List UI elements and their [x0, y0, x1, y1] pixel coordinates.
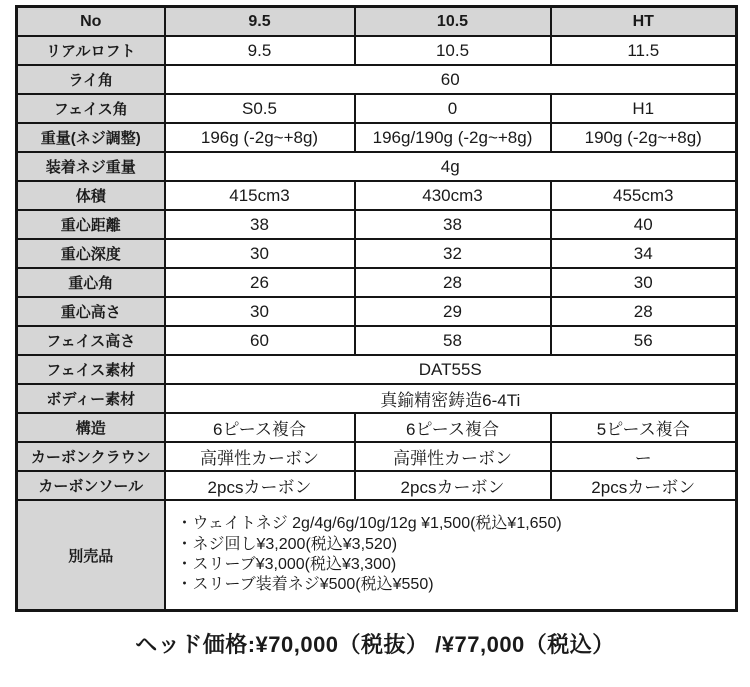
column-header: 10.5: [355, 7, 551, 37]
row-label: フェイス高さ: [17, 326, 165, 355]
value-cell: 30: [551, 268, 737, 297]
optional-items-cell: [165, 500, 737, 611]
value-cell: 5ピース複合: [551, 413, 737, 442]
table-row: [17, 152, 737, 181]
header-row: [17, 7, 737, 37]
value-cell: 30: [165, 297, 355, 326]
row-label: 装着ネジ重量: [17, 152, 165, 181]
row-label: リアルロフト: [17, 36, 165, 65]
value-cell: 2pcsカーボン: [165, 471, 355, 500]
value-cell: 6ピース複合: [165, 413, 355, 442]
table-row: [17, 471, 737, 500]
value-cell: 34: [551, 239, 737, 268]
value-cell: 2pcsカーボン: [355, 471, 551, 500]
column-header-no: No: [17, 7, 165, 37]
value-cell: 2pcsカーボン: [551, 471, 737, 500]
table-row: [17, 268, 737, 297]
row-label: 重心角: [17, 268, 165, 297]
table-row: [17, 355, 737, 384]
table-row: [17, 181, 737, 210]
value-cell: 0: [355, 94, 551, 123]
value-cell: 30: [165, 239, 355, 268]
row-label: ライ角: [17, 65, 165, 94]
table-row: [17, 326, 737, 355]
value-cell: 60: [165, 326, 355, 355]
row-label: 重心深度: [17, 239, 165, 268]
merged-value-cell: DAT55S: [165, 355, 737, 384]
row-label: 別売品: [17, 500, 165, 611]
table-row: [17, 239, 737, 268]
optional-item-line: ・ネジ回し¥3,200(税込¥3,520): [176, 535, 398, 553]
value-cell: 430cm3: [355, 181, 551, 210]
head-price-text: ヘッド価格:¥70,000（税抜） /¥77,000（税込）: [135, 632, 615, 657]
value-cell: 455cm3: [551, 181, 737, 210]
row-label: 重量(ネジ調整): [17, 123, 165, 152]
value-cell: 415cm3: [165, 181, 355, 210]
row-label: 重心高さ: [17, 297, 165, 326]
optional-item-line: ・スリーブ¥3,000(税込¥3,300): [176, 556, 397, 573]
table-row: [17, 500, 737, 611]
merged-value-cell: 真鍮精密鋳造6-4Ti: [165, 384, 737, 413]
row-label: フェイス角: [17, 94, 165, 123]
row-label: フェイス素材: [17, 355, 165, 384]
merged-value-cell: 4g: [165, 152, 737, 181]
table-row: [17, 65, 737, 94]
value-cell: 10.5: [355, 36, 551, 65]
value-cell: 40: [551, 210, 737, 239]
table-row: [17, 94, 737, 123]
table-row: [17, 384, 737, 413]
value-cell: 6ピース複合: [355, 413, 551, 442]
value-cell: 196g (-2g~+8g): [165, 123, 355, 152]
column-header: 9.5: [165, 7, 355, 37]
spec-table: [15, 5, 738, 612]
value-cell: ー: [551, 442, 737, 471]
table-row: [17, 210, 737, 239]
value-cell: 11.5: [551, 36, 737, 65]
value-cell: 190g (-2g~+8g): [551, 123, 737, 152]
column-header: HT: [551, 7, 737, 37]
row-label: ボディー素材: [17, 384, 165, 413]
table-row: [17, 123, 737, 152]
table-row: [17, 413, 737, 442]
value-cell: 9.5: [165, 36, 355, 65]
value-cell: 高弾性カーボン: [355, 442, 551, 471]
optional-item-line: ・スリーブ装着ネジ¥500(税込¥550): [176, 576, 434, 594]
value-cell: S0.5: [165, 94, 355, 123]
value-cell: 28: [551, 297, 737, 326]
table-row: [17, 442, 737, 471]
table-row: [17, 36, 737, 65]
value-cell: 32: [355, 239, 551, 268]
optional-item-line: ・ウェイトネジ 2g/4g/6g/10g/12g ¥1,500(税込¥1,650): [176, 515, 562, 533]
value-cell: 26: [165, 268, 355, 297]
table-row: [17, 297, 737, 326]
row-label: カーボンクラウン: [17, 442, 165, 471]
value-cell: 58: [355, 326, 551, 355]
value-cell: 38: [355, 210, 551, 239]
value-cell: 196g/190g (-2g~+8g): [355, 123, 551, 152]
row-label: 体積: [17, 181, 165, 210]
value-cell: 28: [355, 268, 551, 297]
value-cell: 29: [355, 297, 551, 326]
value-cell: 56: [551, 326, 737, 355]
value-cell: H1: [551, 94, 737, 123]
row-label: 重心距離: [17, 210, 165, 239]
row-label: 構造: [17, 413, 165, 442]
value-cell: 高弾性カーボン: [165, 442, 355, 471]
merged-value-cell: 60: [165, 65, 737, 94]
row-label: カーボンソール: [17, 471, 165, 500]
value-cell: 38: [165, 210, 355, 239]
